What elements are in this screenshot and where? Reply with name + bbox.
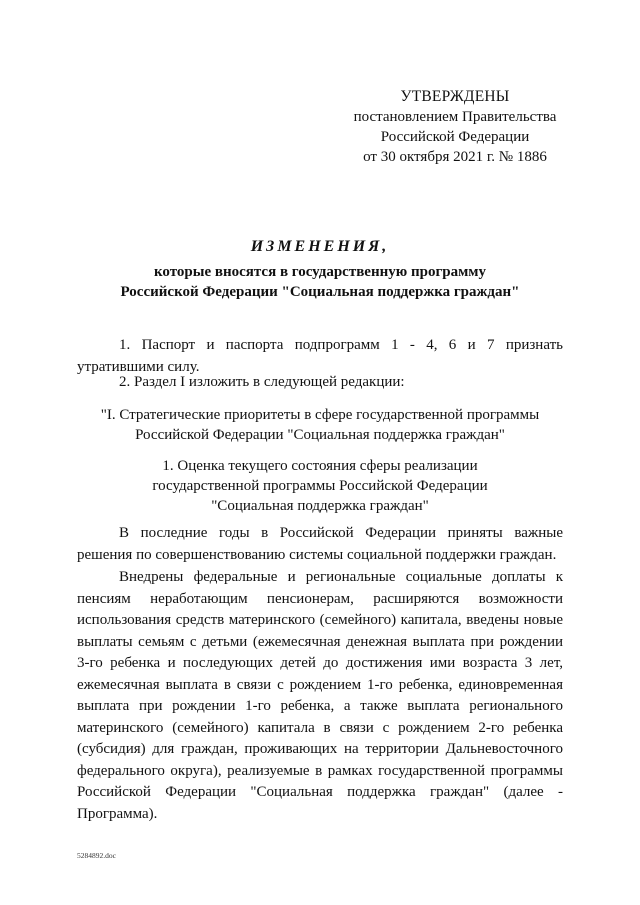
file-name-footer: 5284892.doc xyxy=(77,851,116,860)
document-subtitle xyxy=(60,262,580,302)
subtitle-line: которые вносятся в государственную программу xyxy=(153,264,487,280)
subtitle-line: Российской Федерации "Социальная поддержка граждан" xyxy=(120,284,520,300)
subsection-heading-line: "Социальная поддержка граждан" xyxy=(211,498,429,514)
section-heading xyxy=(60,405,580,445)
approval-stamp xyxy=(340,87,570,167)
approval-line: постановлением Правительства xyxy=(353,109,557,125)
item-paragraph-2: 2. Раздел I изложить в следующей редакции: xyxy=(119,374,405,390)
document-title: ИЗМЕНЕНИЯ, xyxy=(250,238,390,255)
subsection-heading-line: государственной программы Российской Федерации xyxy=(152,478,488,494)
subsection-heading-line: 1. Оценка текущего состояния сферы реализации xyxy=(162,458,478,474)
section-heading-line: "I. Стратегические приоритеты в сфере государственной программы xyxy=(100,407,540,423)
approval-heading: УТВЕРЖДЕНЫ xyxy=(400,88,510,105)
section-heading-line: Российской Федерации "Социальная поддержка граждан" xyxy=(135,427,505,443)
item-paragraph-1: 1. Паспорт и паспорта подпрограмм 1 - 4, 6 и 7 признать утратившими силу. xyxy=(77,337,563,375)
body-paragraph-1: В последние годы в Российской Федерации приняты важные решения по совершенствованию системы социальной поддержки граждан. xyxy=(77,525,563,563)
approval-date-number: от 30 октября 2021 г. № 1886 xyxy=(363,149,547,165)
subsection-heading xyxy=(60,456,580,516)
approval-line: Российской Федерации xyxy=(380,129,530,145)
body-paragraph-2: Внедрены федеральные и региональные социальные доплаты к пенсиям неработающим пенсионерам, расширяются возможности использования средств материнского (семейного) капитала, введены новые выплаты семьям с детьми (ежемесячная денежная выплата при рождении 3-го ребенка и последующих детей до достижения ими возраста 3 лет, ежемесячная выплата в связи с рождением 1-го ребенка, единовременная выплата при рождении 1-го ребенка, а также выплата регионального материнского (семейного) капитала в связи с рождением 2-го ребенка (субсидия) для граждан, проживающих на территории Дальневосточного федерального округа), реализуемые в рамках государственной программы Российской Федерации "Социальная поддержка граждан" (далее - Программа). xyxy=(77,569,563,822)
